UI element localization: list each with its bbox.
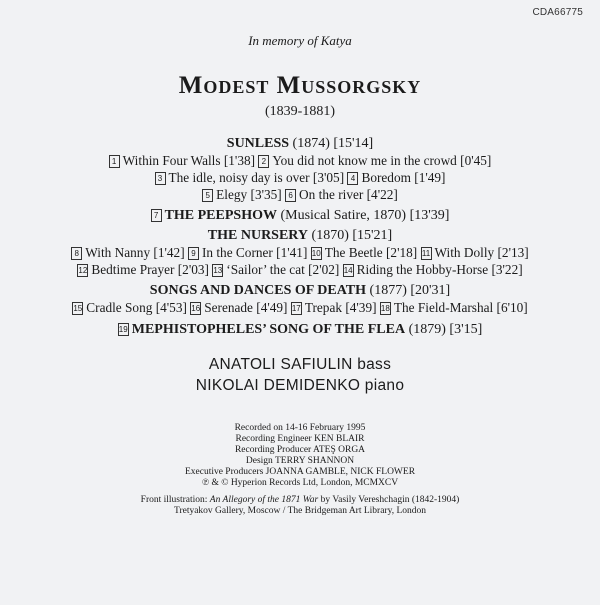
track-line: [0, 187, 600, 203]
credit-line: Executive Producers JOANNA GAMBLE, NICK FLOWER: [184, 467, 416, 477]
performer-bass: ANATOLI SAFIULIN bass: [208, 356, 392, 373]
track-number: 1: [109, 155, 120, 168]
performer-piano: NIKOLAI DEMIDENKO piano: [195, 377, 405, 394]
work-title-flea: [0, 322, 600, 338]
track-title: You did not know me in the crowd [0'45]: [272, 153, 492, 168]
track-number: 12: [78, 266, 88, 275]
track-title: With Dolly [2'13]: [434, 245, 529, 260]
track-line: [0, 300, 600, 316]
copyright-line: ℗ & © Hyperion Records Ltd, London, MCMXCV: [201, 478, 399, 488]
work-title-songs-dances: [0, 283, 600, 299]
track-number: 18: [380, 304, 390, 313]
track-title: Within Four Walls [1'38]: [122, 153, 256, 168]
work-info: (1874) [15'14]: [292, 136, 374, 151]
track-number: 3: [155, 172, 166, 185]
track-title: In the Corner [1'41]: [201, 245, 308, 260]
work-title: THE PEEPSHOW: [164, 208, 277, 223]
work-title: THE NURSERY: [207, 228, 309, 243]
track-number: 13: [213, 266, 223, 275]
track-line: [0, 153, 600, 169]
work-info: (1870) [15'21]: [311, 228, 393, 243]
work-title-nursery: [0, 228, 600, 244]
credit-line: Design TERRY SHANNON: [245, 456, 355, 466]
track-number: 15: [73, 304, 83, 313]
composer-name: Modest Mussorgsky: [178, 72, 422, 99]
illustration-credit: [0, 495, 600, 505]
track-number: 5: [202, 189, 213, 202]
track-title: On the river [4'22]: [299, 187, 398, 202]
track-title: Trepak [4'39]: [304, 300, 377, 315]
track-title: Boredom [1'49]: [361, 170, 446, 185]
track-title: Bedtime Prayer [2'03]: [91, 262, 209, 277]
composer-dates: (1839-1881): [265, 104, 335, 119]
work-info: (1879) [3'15]: [408, 322, 483, 337]
track-title: The Field-Marshal [6'10]: [393, 300, 528, 315]
work-info: (1877) [20'31]: [369, 283, 451, 298]
track-title: With Nanny [1'42]: [85, 245, 185, 260]
track-title: The Beetle [2'18]: [324, 245, 418, 260]
work-title: SUNLESS: [226, 136, 290, 151]
track-number: 8: [71, 247, 82, 260]
work-title-sunless: [0, 136, 600, 152]
dedication: In memory of Katya: [248, 33, 352, 48]
track-number: 16: [191, 304, 201, 313]
work-title: MEPHISTOPHELES’ SONG OF THE FLEA: [131, 322, 406, 337]
catalogue-number: CDA66775: [532, 7, 583, 18]
credit-line: Recorded on 14-16 February 1995: [234, 423, 366, 433]
track-title: Elegy [3'35]: [216, 187, 282, 202]
track-title: Cradle Song [4'53]: [86, 300, 187, 315]
illustration-source: Tretyakov Gallery, Moscow / The Bridgeman Art Library, London: [173, 506, 427, 516]
track-title: Riding the Hobby-Horse [3'22]: [356, 262, 523, 277]
track-title: ‘Sailor’ the cat [2'02]: [226, 262, 340, 277]
track-number: 9: [188, 247, 199, 260]
work-title: SONGS AND DANCES OF DEATH: [149, 283, 367, 298]
track-title: The idle, noisy day is over [3'05]: [168, 170, 345, 185]
track-title: Serenade [4'49]: [204, 300, 288, 315]
track-number: 4: [347, 172, 358, 185]
track-number: 7: [151, 209, 162, 222]
track-line: [0, 170, 600, 186]
track-line: [0, 262, 600, 278]
track-number: 6: [285, 189, 296, 202]
illustration-prefix: Front illustration:: [140, 495, 210, 505]
track-number: 2: [258, 155, 269, 168]
track-number: 19: [118, 325, 128, 334]
track-number: 17: [291, 304, 301, 313]
track-number: 11: [421, 249, 431, 258]
track-line: [0, 245, 600, 261]
track-number: 10: [311, 249, 321, 258]
track-number: 14: [343, 266, 353, 275]
credit-line: Recording Producer ATEŞ ORGA: [234, 445, 366, 455]
illustration-suffix: by Vasily Vereshchagin (1842-1904): [318, 495, 460, 505]
credit-line: Recording Engineer KEN BLAIR: [235, 434, 365, 444]
work-info: (Musical Satire, 1870) [13'39]: [280, 208, 450, 223]
work-title-peepshow: [0, 208, 600, 224]
illustration-title: An Allegory of the 1871 War: [209, 495, 319, 505]
